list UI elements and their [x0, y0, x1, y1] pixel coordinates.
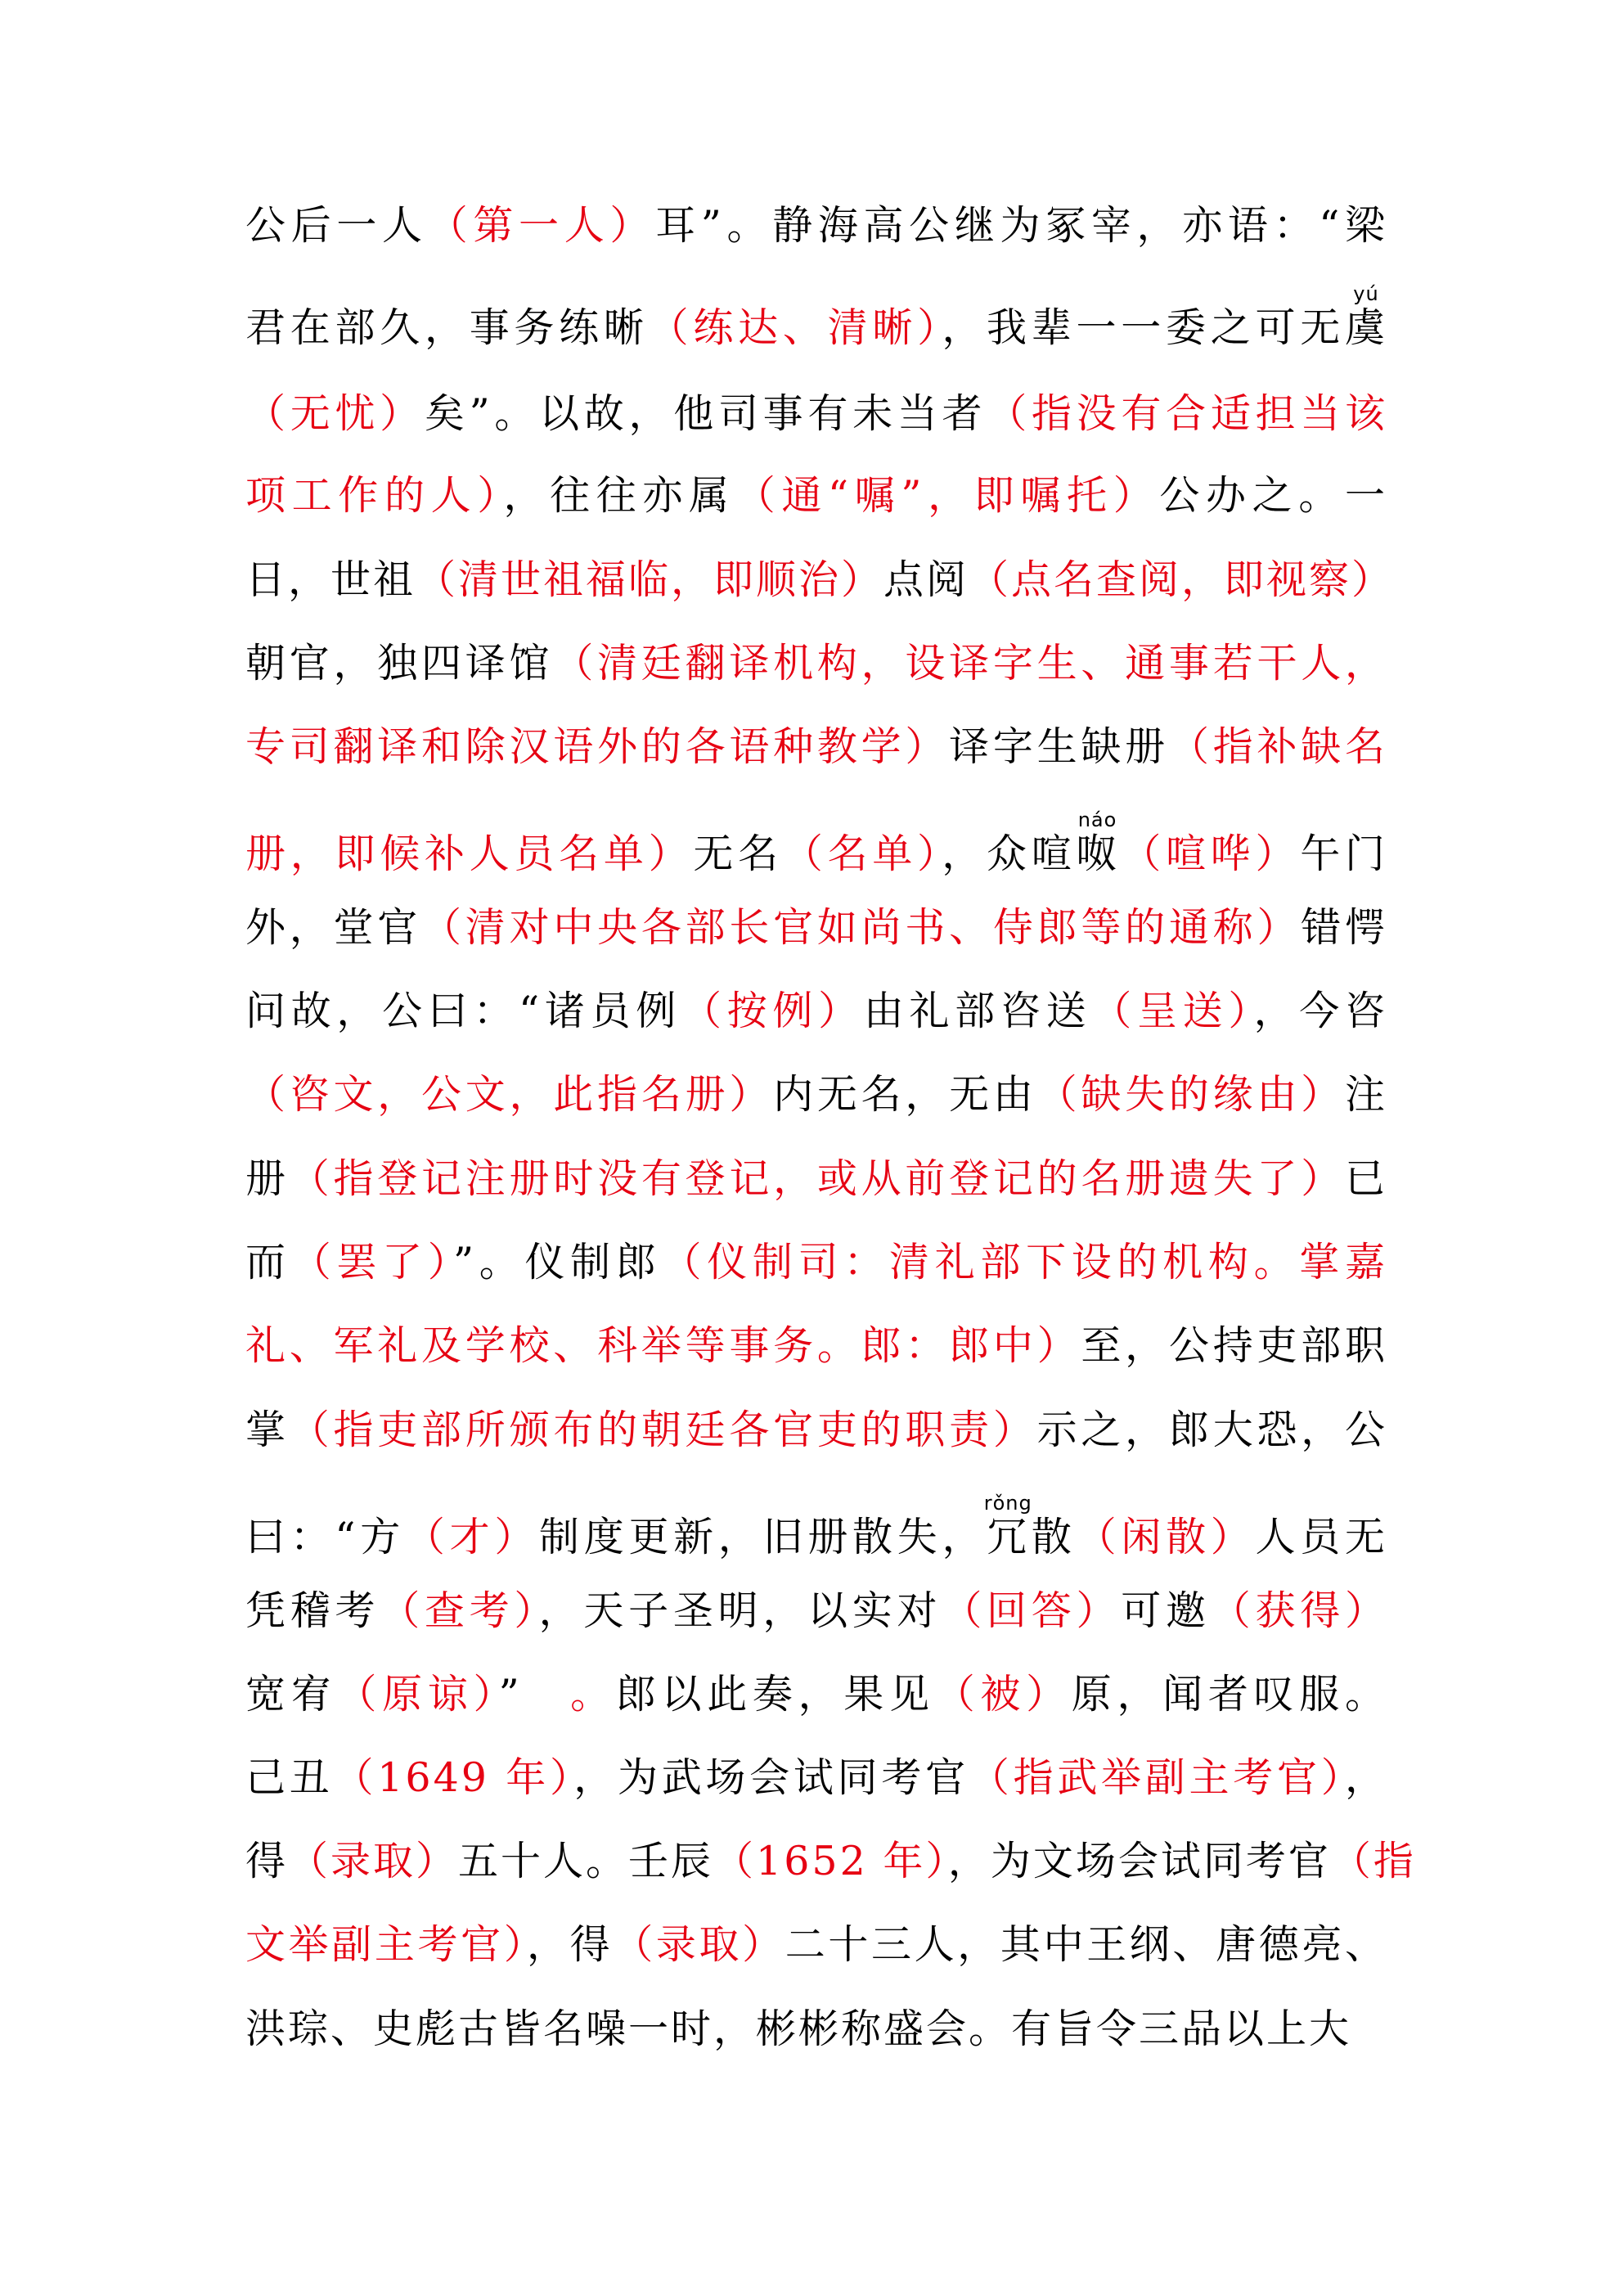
- body-text: 矣”。以故，他司事有未当者: [424, 390, 987, 437]
- body-text: 无名: [693, 831, 783, 877]
- pinyin-annotated-char: [983, 1492, 1032, 1560]
- body-text: ，我辈一一委之可无: [942, 304, 1345, 351]
- body-text: ，往往亦属: [503, 472, 735, 519]
- annotation-gloss: （指没有合适担当该: [987, 390, 1387, 437]
- body-text: ”: [498, 1671, 522, 1717]
- annotation-gloss: （通“嘱”，即嘱托）: [735, 472, 1160, 519]
- text-line: [245, 714, 1387, 780]
- body-text: 得: [245, 1838, 289, 1884]
- body-text: 掌: [245, 1407, 290, 1453]
- body-text: ，: [1344, 1754, 1387, 1801]
- annotation-gloss: （呈送）: [1091, 988, 1254, 1034]
- annotation-gloss: （名单）: [782, 831, 942, 877]
- annotation-gloss: （第一人）: [427, 202, 656, 249]
- body-text: 人员无: [1255, 1514, 1387, 1560]
- annotation-gloss: （仪制司：清礼部下设的机构。掌嘉: [661, 1239, 1387, 1285]
- body-text: 册: [245, 1155, 290, 1202]
- annotation-gloss: 专司翻译和除汉语外的各语种教学）: [245, 723, 950, 770]
- text-line: [245, 979, 1387, 1044]
- body-text: ，为武场会试同考官: [573, 1754, 969, 1801]
- annotation-gloss: 礼、军礼及学校、科举等事务。郎：郎中）: [245, 1322, 1081, 1369]
- text-line: [245, 1146, 1387, 1212]
- annotation-gloss: （缺失的缘由）: [1036, 1071, 1345, 1118]
- body-text: 错愕: [1301, 904, 1387, 951]
- annotation-gloss: （清廷翻译机构，设译字生、通事若干人，: [553, 640, 1387, 687]
- text-line: [245, 895, 1387, 961]
- body-text: 洪琮、史彪古皆名噪一时，彬彬称盛会。有旨令三品以上大: [245, 2006, 1352, 2052]
- text-line: [245, 1745, 1387, 1811]
- annotation-gloss: （原谅）: [336, 1671, 499, 1717]
- pinyin-annotated-char: [1344, 282, 1387, 351]
- text-line: [245, 193, 1387, 259]
- annotation-gloss: 。: [521, 1671, 616, 1717]
- annotation-gloss: （指吏部所颁布的朝廷各官吏的职责）: [289, 1407, 1037, 1453]
- annotation-gloss: （指补缺名: [1168, 723, 1387, 770]
- annotation-gloss: （指登记注册时没有登记，或从前登记的名册遗失了）: [289, 1155, 1345, 1202]
- annotation-gloss: （1649 年）: [333, 1754, 574, 1801]
- text-line: [245, 1313, 1387, 1379]
- body-text: 注: [1344, 1071, 1387, 1118]
- annotation-gloss: （录取）: [613, 1921, 785, 1968]
- annotated-char: 冗: [983, 1514, 1032, 1560]
- body-text: ，今咨: [1253, 988, 1387, 1034]
- annotation-gloss: 文举副主考官）: [245, 1921, 527, 1968]
- body-text: 君在部久，事务练晰: [245, 304, 649, 351]
- body-text: 外，堂官: [245, 904, 422, 951]
- pinyin-reading: yú: [1344, 282, 1387, 305]
- annotation-gloss: 册，即候补人员名单）: [245, 831, 694, 877]
- annotation-gloss: （闲散）: [1076, 1514, 1256, 1560]
- annotated-char: 虞: [1344, 304, 1387, 351]
- text-line: [245, 1230, 1387, 1295]
- annotation-gloss: （咨文，公文，此指名册）: [245, 1071, 774, 1118]
- body-text: 点阅: [883, 556, 969, 603]
- annotation-gloss: （罢了）: [290, 1239, 453, 1285]
- body-text: 制度更新，旧册散失，: [539, 1514, 987, 1560]
- text-line: [245, 1578, 1387, 1644]
- body-text: 午门: [1300, 831, 1387, 877]
- body-text: ，众喧: [942, 831, 1077, 877]
- body-text: ，天子圣明，以实对: [538, 1587, 942, 1634]
- text-line: [245, 1997, 1387, 2062]
- pinyin-reading: náo: [1076, 808, 1119, 831]
- body-text: ，为文场会试同考官: [947, 1838, 1331, 1884]
- annotation-gloss: （查考）: [380, 1587, 539, 1634]
- text-line: [245, 631, 1387, 696]
- text-line: [245, 1494, 1387, 1560]
- text-line: [245, 1062, 1387, 1128]
- annotation-gloss: （1652 年）: [713, 1838, 948, 1884]
- body-text: 二十三人，其中王纲、唐德亮、: [785, 1921, 1387, 1968]
- annotation-gloss: （指: [1330, 1838, 1416, 1884]
- annotation-gloss: 项工作的人）: [245, 472, 504, 519]
- body-text: ，得: [526, 1921, 614, 1968]
- text-line: [245, 1662, 1387, 1727]
- body-text: 己丑: [245, 1754, 334, 1801]
- body-text: 至，公持吏部职: [1081, 1322, 1387, 1369]
- annotation-gloss: （练达、清晰）: [648, 304, 942, 351]
- body-text: 五十人。壬辰: [458, 1838, 714, 1884]
- text-line: [245, 808, 1387, 877]
- body-text: 原，闻者叹服。: [1071, 1671, 1387, 1717]
- annotation-gloss: （清对中央各部长官如尚书、侍郎等的通称）: [421, 904, 1302, 951]
- annotated-char: 呶: [1076, 831, 1122, 877]
- body-text: 公后一人: [245, 202, 428, 249]
- body-text: 内无名，无由: [773, 1071, 1037, 1118]
- body-text: 公办之。一: [1159, 472, 1387, 519]
- annotation-gloss: （录取）: [288, 1838, 459, 1884]
- body-text: 示之，郎大恐，公: [1036, 1407, 1387, 1453]
- annotation-gloss: （清世祖福临，即顺治）: [416, 556, 884, 603]
- text-line: [245, 463, 1387, 529]
- body-text: 凭稽考: [245, 1587, 380, 1634]
- body-text: 曰：“方: [245, 1514, 405, 1560]
- body-text: 译字生缺册: [949, 723, 1169, 770]
- text-line: [245, 1912, 1387, 1978]
- annotation-gloss: （回答）: [942, 1587, 1122, 1634]
- text-line: [245, 381, 1387, 447]
- body-text: 而: [245, 1239, 291, 1285]
- body-text: 散: [1029, 1514, 1077, 1560]
- body-text: 已: [1344, 1155, 1387, 1202]
- text-line: [245, 547, 1395, 613]
- body-text: 可邀: [1121, 1587, 1211, 1634]
- body-text: ”。仪制郎: [453, 1239, 662, 1285]
- body-text: 郎以此奏，果见: [615, 1671, 935, 1717]
- body-text: 宽宥: [245, 1671, 337, 1717]
- pinyin-annotated-char: [1076, 808, 1122, 877]
- annotation-gloss: （才）: [404, 1514, 540, 1560]
- annotation-gloss: （按例）: [681, 988, 864, 1034]
- annotation-gloss: （喧哗）: [1121, 831, 1301, 877]
- body-text: 由礼部咨送: [863, 988, 1092, 1034]
- body-text: 耳”。静海高公继为冢宰，亦语：“梁: [655, 202, 1387, 249]
- annotation-gloss: （指武举副主考官）: [969, 1754, 1345, 1801]
- text-line: [245, 1829, 1416, 1894]
- annotation-gloss: （无忧）: [245, 390, 425, 437]
- body-text: 朝官，独四译馆: [245, 640, 554, 687]
- text-line: [245, 1398, 1387, 1463]
- annotation-gloss: （获得）: [1210, 1587, 1387, 1634]
- pinyin-reading: rǒng: [983, 1492, 1032, 1515]
- body-text: 问故，公曰：“诸员例: [245, 988, 682, 1034]
- annotation-gloss: （点名查阅，即视察）: [969, 556, 1395, 603]
- text-line: [245, 282, 1387, 351]
- annotation-gloss: （被）: [934, 1671, 1072, 1717]
- body-text: 日，世祖: [245, 556, 416, 603]
